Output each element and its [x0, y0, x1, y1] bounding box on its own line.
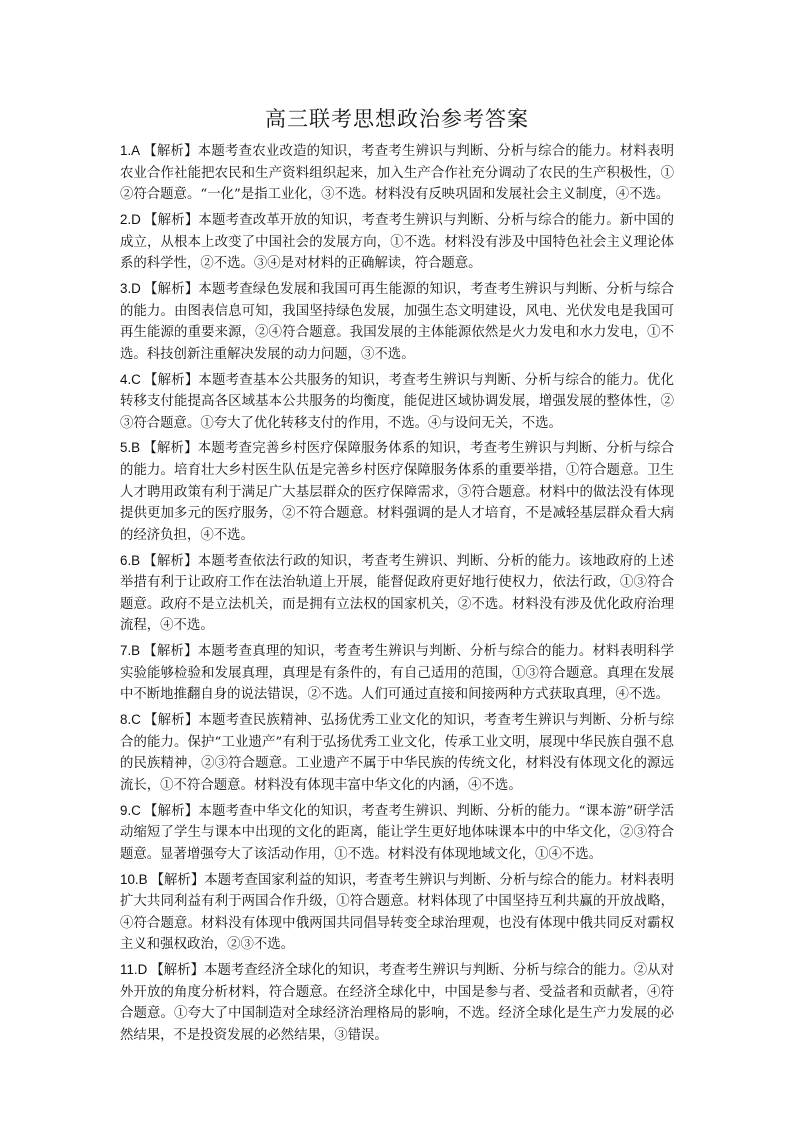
answer-item-8 [120, 709, 674, 796]
answer-number: 5.B [120, 440, 141, 456]
answer-number: 10.B [120, 871, 148, 887]
page-title: 高三联考思想政治参考答案 [265, 107, 529, 131]
answer-explanation: 【解析】本题考查国家利益的知识，考查考生辨识与判断、分析与综合的能力。材料表明扩大共同利益有利于两国合作升级，①符合题意。材料体现了中国坚持互利共赢的开放战略，④符合题意。材料没有体现中俄两国共同倡导转变全球治理观，也没有体现中俄共同反对霸权主义和强权政治，②③不选。 [120, 872, 674, 953]
answer-explanation: 【解析】本题考查依法行政的知识，考查考生辨识、判断、分析的能力。该地政府的上述举措有利于让政府工作在法治轨道上开展，能督促政府更好地行使权力，依法行政，①③符合题意。政府不是立法机关，而是拥有立法权的国家机关，②不选。材料没有涉及优化政府治理流程，④不选。 [120, 553, 674, 634]
answer-number: 4.C [120, 371, 141, 387]
answer-item-11 [120, 959, 674, 1046]
answer-number: 3.D [120, 280, 141, 296]
answer-explanation: 【解析】本题考查民族精神、弘扬优秀工业文化的知识，考查考生辨识与判断、分析与综合的能力。保护“工业遗产”有利于弘扬优秀工业文化，传承工业文明，展现中华民族自强不息的民族精神，②③符合题意。工业遗产不属于中华民族的传统文化，材料没有体现文化的源远流长，①不符合题意。材料没有体现丰富中华文化的内涵，④不选。 [120, 713, 674, 793]
answer-number: 11.D [120, 962, 148, 978]
answer-item-9 [120, 800, 674, 866]
answer-explanation: 【解析】本题考查基本公共服务的知识，考查考生辨识与判断、分析与综合的能力。优化转移支付能提高各区域基本公共服务的均衡度，能促进区域协调发展，增强发展的整体性，②③符合题意。①夸大了优化转移支付的作用，不选。④与设问无关，不选。 [120, 372, 674, 431]
answer-item-2 [120, 209, 674, 275]
answer-number: 9.C [120, 802, 141, 818]
answer-item-10 [120, 869, 674, 956]
answer-explanation: 【解析】本题考查绿色发展和我国可再生能源的知识，考查考生辨识与判断、分析与综合的能力。由图表信息可知，我国坚持绿色发展，加强生态文明建设，风电、光伏发电是我国可再生能源的重要来源，②④符合题意。我国发展的主体能源依然是火力发电和水力发电，①不选。科技创新注重解决发展的动力问题，③不选。 [120, 281, 674, 362]
answer-item-5 [120, 437, 674, 546]
answer-list [120, 140, 674, 1050]
answer-item-1 [120, 140, 674, 206]
answer-number: 8.C [120, 712, 141, 728]
answer-item-3 [120, 278, 674, 365]
answer-number: 7.B [120, 643, 141, 659]
answer-number: 2.D [120, 211, 141, 227]
answer-item-6 [120, 550, 674, 637]
answer-number: 6.B [120, 552, 141, 568]
answer-explanation: 【解析】本题考查农业改造的知识，考查考生辨识与判断、分析与综合的能力。材料表明农业合作社能把农民和生产资料组织起来，加入生产合作社充分调动了农民的生产积极性，①②符合题意。“一化”是指工业化，③不选。材料没有反映巩固和发展社会主义制度，④不选。 [120, 144, 674, 203]
answer-explanation: 【解析】本题考查中华文化的知识，考查考生辨识、判断、分析的能力。“课本游”研学活动缩短了学生与课本中出现的文化的距离，能让学生更好地体味课本中的中华文化，②③符合题意。显著增强夸大了该活动作用，①不选。材料没有体现地域文化，①④不选。 [120, 803, 674, 862]
answer-number: 1.A [120, 143, 141, 158]
answer-explanation: 【解析】本题考查真理的知识，考查考生辨识与判断、分析与综合的能力。材料表明科学实验能够检验和发展真理，真理是有条件的，有自己适用的范围，①③符合题意。真理在发展中不断地推翻自身的说法错误，②不选。人们可通过直接和间接两种方式获取真理，④不选。 [120, 644, 674, 703]
answer-explanation: 【解析】本题考查完善乡村医疗保障服务体系的知识，考查考生辨识与判断、分析与综合的能力。培育壮大乡村医生队伍是完善乡村医疗保障服务体系的重要举措，①符合题意。卫生人才聘用政策有利于满足广大基层群众的医疗保障需求，③符合题意。材料中的做法没有体现提供更加多元的医疗服务，②不符合题意。材料强调的是人才培育，不是减轻基层群众看大病的经济负担，④不选。 [120, 441, 674, 543]
answer-item-7 [120, 640, 674, 706]
answer-explanation: 【解析】本题考查改革开放的知识，考查考生辨识与判断、分析与综合的能力。新中国的成立，从根本上改变了中国社会的发展方向，①不选。材料没有涉及中国特色社会主义理论体系的科学性，②不选。③④是对材料的正确解读，符合题意。 [120, 212, 674, 272]
answer-explanation: 【解析】本题考查经济全球化的知识，考查考生辨识与判断、分析与综合的能力。②从对外开放的角度分析材料，符合题意。在经济全球化中，中国是参与者、受益者和贡献者，④符合题意。①夸大了中国制造对全球经济治理格局的影响，不选。经济全球化是生产力发展的必然结果，不是投资发展的必然结果，③错误。 [120, 963, 674, 1044]
answer-item-4 [120, 369, 674, 435]
